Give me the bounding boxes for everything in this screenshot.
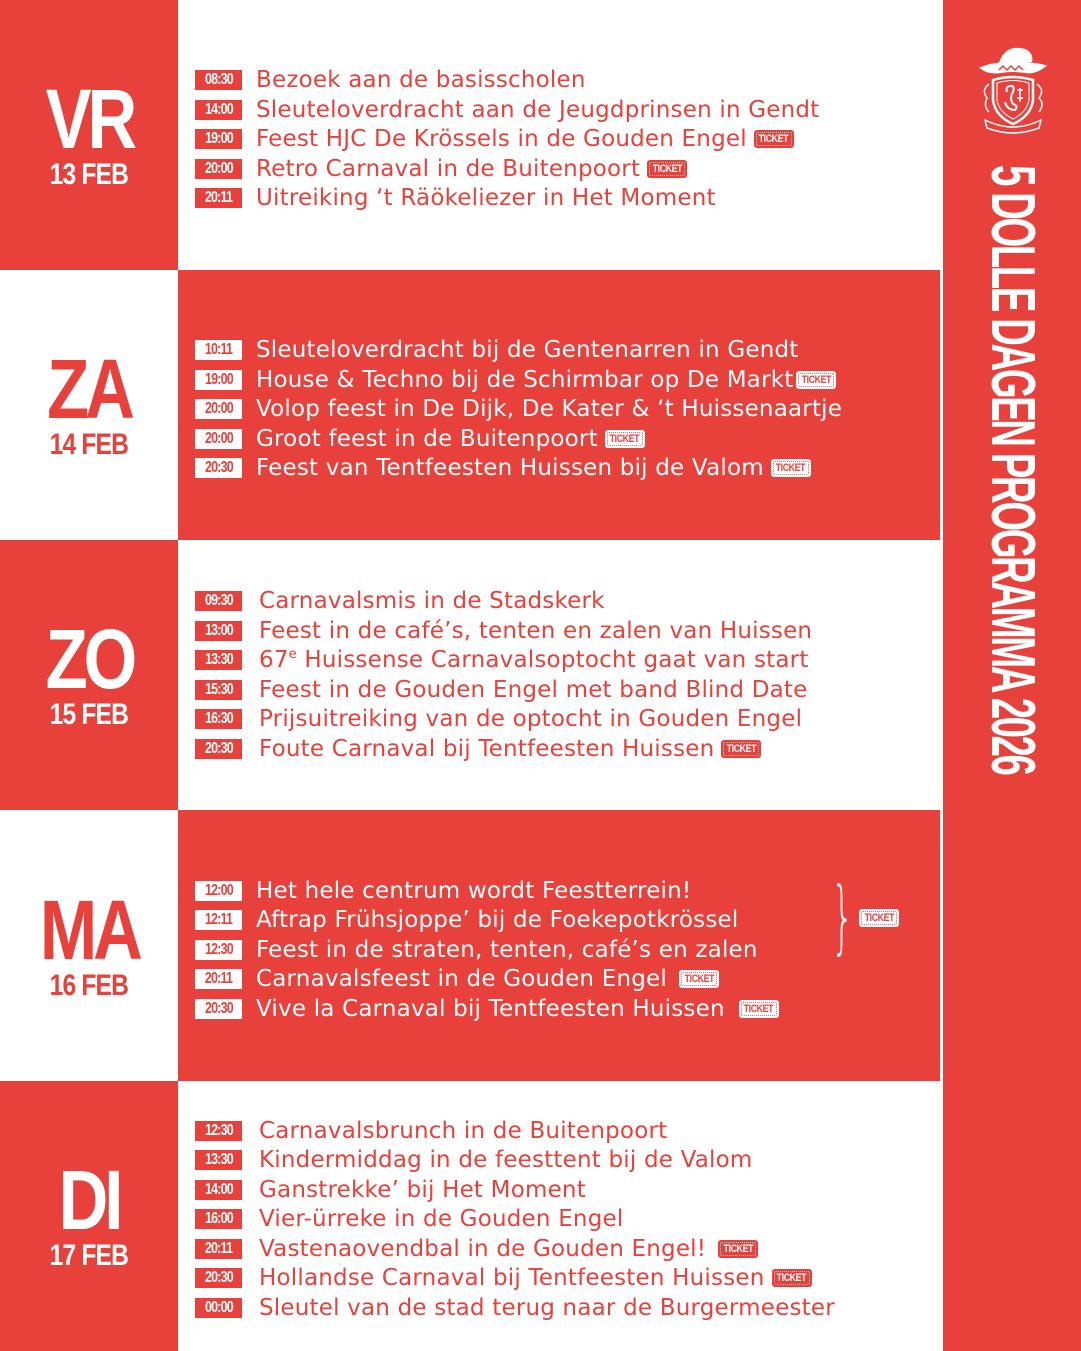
day-header	[0, 1081, 178, 1351]
event-item	[195, 424, 940, 454]
time-badge: 12:00	[195, 881, 242, 901]
curly-brace-icon: }	[831, 869, 854, 963]
time-badge: 14:00	[195, 1180, 242, 1200]
time-badge: 20:30	[195, 999, 242, 1019]
grouped-events	[195, 869, 940, 965]
event-list	[178, 1081, 940, 1351]
day-abbr: ZO	[45, 612, 133, 706]
event-item	[195, 124, 940, 154]
event-item	[195, 646, 940, 676]
day-date: 14 FEB	[49, 428, 129, 461]
time-badge: 20:30	[195, 739, 242, 759]
ticket-icon[interactable]: TICKET	[721, 740, 761, 758]
event-text: Feest in de café’s, tenten en zalen van Huissen	[259, 617, 813, 644]
event-item	[195, 183, 940, 213]
ticket-icon[interactable]: TICKET	[647, 160, 687, 178]
event-item	[195, 587, 940, 617]
event-text: Kindermiddag in de feesttent bij de Valom	[259, 1147, 753, 1173]
event-text: Bezoek aan de basisscholen	[256, 67, 586, 93]
event-item	[195, 154, 940, 184]
event-list	[178, 810, 940, 1081]
event-item	[195, 876, 940, 906]
ticket-icon[interactable]: TICKET	[679, 970, 719, 988]
time-badge: 19:00	[195, 129, 242, 149]
event-text: Groot feest in de Buitenpoort	[256, 425, 598, 452]
event-text: Carnavalsbrunch in de Buitenpoort	[259, 1117, 668, 1144]
time-badge: 00:00	[195, 1298, 242, 1318]
time-badge: 19:00	[195, 370, 242, 390]
event-text: Aftrap Frühsjoppe’ bij de Foekepotkrössel	[256, 907, 739, 933]
event-text: Prijsuitreiking van de optocht in Gouden Engel	[259, 706, 803, 733]
event-list	[178, 540, 940, 810]
page-title: 5 DOLLE DAGEN PROGRAMMA 2026	[978, 165, 1047, 774]
event-text: Vastenaovendbal in de Gouden Engel!	[259, 1235, 707, 1262]
time-badge: 20:00	[195, 159, 242, 179]
coat-of-arms-icon	[975, 40, 1051, 136]
time-badge: 15:30	[195, 680, 242, 700]
event-item	[195, 335, 940, 365]
day-date: 16 FEB	[49, 968, 129, 1002]
event-text: Sleuteloverdracht bij de Gentenarren in Gendt	[256, 337, 799, 363]
event-item	[195, 994, 940, 1024]
day-abbr: ZA	[47, 342, 131, 436]
event-text: Uitreiking ‘t Räökeliezer in Het Moment	[256, 185, 716, 211]
day-row-za	[0, 270, 940, 540]
time-badge: 09:30	[195, 591, 242, 611]
event-item	[195, 1204, 940, 1234]
time-badge: 12:30	[195, 1121, 242, 1141]
event-item	[195, 65, 940, 95]
event-text: Sleutel van de stad terug naar de Burgermeester	[259, 1294, 835, 1321]
time-badge: 12:11	[195, 910, 242, 930]
event-item	[195, 453, 940, 483]
day-date: 13 FEB	[49, 158, 129, 191]
event-text: Feest in de Gouden Engel met band Blind Date	[259, 676, 808, 703]
event-text: Feest in de straten, tenten, café’s en zalen	[256, 936, 758, 963]
time-badge: 13:30	[195, 650, 242, 670]
ticket-icon[interactable]: TICKET	[771, 459, 811, 477]
day-row-ma	[0, 810, 940, 1081]
day-header	[0, 810, 178, 1081]
day-header	[0, 0, 178, 270]
ticket-icon[interactable]: TICKET	[796, 371, 836, 389]
event-item	[195, 1175, 940, 1205]
time-badge: 20:00	[195, 399, 242, 419]
time-badge: 16:30	[195, 709, 242, 729]
day-abbr: MA	[39, 882, 139, 977]
event-text: Hollandse Carnaval bij Tentfeesten Huissen	[259, 1265, 765, 1291]
time-badge: 16:00	[195, 1209, 242, 1229]
event-text: Foute Carnaval bij Tentfeesten Huissen	[259, 735, 715, 762]
time-badge: 20:11	[195, 188, 242, 208]
time-badge: 20:00	[195, 429, 242, 449]
ticket-icon[interactable]: TICKET	[718, 1240, 758, 1258]
day-abbr: VR	[45, 72, 133, 166]
time-badge: 13:00	[195, 621, 242, 641]
ticket-icon[interactable]: TICKET	[859, 909, 899, 927]
event-item	[195, 1263, 940, 1293]
event-text: 67e Huissense Carnavalsoptocht gaat van start	[259, 647, 809, 674]
time-badge: 20:11	[195, 969, 242, 989]
day-row-vr	[0, 0, 940, 270]
event-item	[195, 964, 940, 994]
ticket-icon[interactable]: TICKET	[605, 430, 645, 448]
event-item	[195, 1293, 940, 1323]
event-list	[178, 270, 940, 540]
event-text: Ganstrekke’ bij Het Moment	[259, 1176, 586, 1203]
event-text: Volop feest in De Dijk, De Kater & ‘t Huissenaartje	[256, 396, 843, 422]
ticket-icon[interactable]: TICKET	[772, 1269, 812, 1287]
event-text: Retro Carnaval in de Buitenpoort	[256, 155, 641, 182]
time-badge: 12:30	[195, 940, 242, 960]
time-badge: 10:11	[195, 340, 242, 360]
day-header	[0, 270, 178, 540]
event-list	[178, 0, 940, 270]
event-item	[195, 905, 940, 935]
event-item	[195, 616, 940, 646]
event-text: Het hele centrum wordt Feestterrein!	[256, 877, 692, 904]
day-abbr: DI	[58, 1153, 120, 1247]
event-item	[195, 365, 940, 395]
event-text: Feest van Tentfeesten Huissen bij de Valom	[256, 455, 764, 481]
ticket-icon[interactable]: TICKET	[739, 1000, 779, 1018]
time-badge: 20:30	[195, 458, 242, 478]
time-badge: 08:30	[195, 70, 242, 90]
day-row-di	[0, 1081, 940, 1351]
event-item	[195, 1116, 940, 1146]
event-item	[195, 935, 940, 965]
event-item	[195, 1234, 940, 1264]
time-badge: 14:00	[195, 100, 242, 120]
event-text: Sleuteloverdracht aan de Jeugdprinsen in Gendt	[256, 96, 820, 123]
time-badge: 20:30	[195, 1268, 242, 1288]
event-item	[195, 675, 940, 705]
day-date: 17 FEB	[49, 1239, 129, 1272]
event-text: Feest HJC De Krössels in de Gouden Engel	[256, 126, 747, 152]
day-row-zo	[0, 540, 940, 810]
event-text: Carnavalsfeest in de Gouden Engel	[256, 966, 667, 992]
event-item	[195, 1145, 940, 1175]
event-text: House & Techno bij de Schirmbar op De Markt	[256, 366, 794, 393]
event-text: Vive la Carnaval bij Tentfeesten Huissen	[256, 995, 725, 1022]
time-badge: 13:30	[195, 1150, 242, 1170]
event-text: Vier-ürreke in de Gouden Engel	[259, 1206, 624, 1232]
day-date: 15 FEB	[49, 698, 129, 731]
event-item	[195, 394, 940, 424]
ticket-icon[interactable]: TICKET	[754, 130, 794, 148]
time-badge: 20:11	[195, 1239, 242, 1259]
event-item	[195, 705, 940, 735]
event-item	[195, 95, 940, 125]
event-text: Carnavalsmis in de Stadskerk	[259, 588, 605, 615]
day-header	[0, 540, 178, 810]
event-item	[195, 734, 940, 764]
